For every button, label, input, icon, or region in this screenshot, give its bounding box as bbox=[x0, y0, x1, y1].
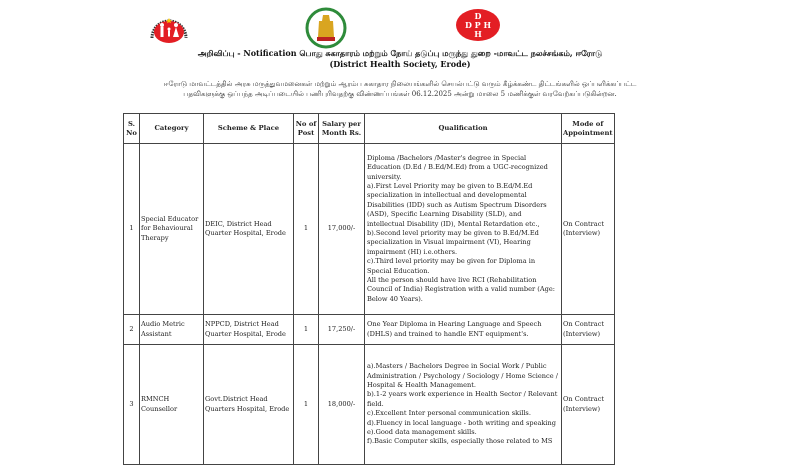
cell-sno: 2 bbox=[124, 315, 140, 345]
table-row bbox=[124, 345, 615, 465]
qualification-line: All the person should have live RCI (Rehabilitation Council of India) Registration with a valid number (Age: Below 40 Years). bbox=[367, 276, 555, 303]
header-category: Category bbox=[140, 114, 204, 144]
notice-subtitle: (District Health Society, Erode) bbox=[329, 59, 471, 69]
cell-posts: 1 bbox=[294, 144, 319, 315]
header-posts: No of Post bbox=[294, 114, 319, 144]
cell-salary: 17,000/- bbox=[319, 144, 365, 315]
cell-mode: On Contract (Interview) bbox=[562, 144, 615, 315]
svg-text:H: H bbox=[474, 29, 482, 39]
qualification-line: b).1-2 years work experience in Health Sector / Relevant field. bbox=[367, 390, 558, 408]
qualification-line: Diploma /Bachelors /Master's degree in Special Education (D.Ed / B.Ed/M.Ed) from a UGC-recognized university. bbox=[367, 153, 548, 181]
intro-line: ஈரோடு மாவட்டத்தில் அரசு மருத்துவமனைகள் மற்றும் ஆரம்ப சுகாதார நிலையங்களில் செயல்பட்டு வரும் கீழ்க்கண்ட திட்டங்களில் ஒப்பளிக்கப்பட்ட bbox=[163, 80, 637, 88]
qualification-line: One Year Diploma in Hearing Language and Speech (DHLS) and trained to handle ENT equipment's. bbox=[367, 320, 542, 338]
cell-category: Audio Metric Assistant bbox=[140, 315, 204, 345]
header-qualification: Qualification bbox=[365, 114, 562, 144]
qualification-line: a).First Level Priority may be given to B.Ed/M.Ed specialization in intellectual and developmental Disabilities (IDD) such as Autism Spectrum Disorders (ASD), Specific Learning Disability (SLD), and intellectual Disability (ID), Mental Retardation etc., bbox=[367, 181, 547, 228]
cell-mode: On Contract (Interview) bbox=[562, 315, 615, 345]
header-scheme: Scheme & Place bbox=[204, 114, 294, 144]
intro-line: பதவிகளுக்கு ஒப்பந்த அடிப்படையில் பணிபுரிவதற்கு விண்ணப்பங்கள் 06.12.2025 அன்று மாலை 5 மணிக்குள் வரவேற்கப்படுகின்றன. bbox=[183, 90, 617, 98]
cell-scheme: Govt.District Head Quarters Hospital, Erode bbox=[204, 345, 294, 465]
cell-category: RMNCH Counsellor bbox=[140, 345, 204, 465]
cell-salary: 17,250/- bbox=[319, 315, 365, 345]
cell-posts: 1 bbox=[294, 345, 319, 465]
tamil-nadu-emblem bbox=[305, 7, 347, 51]
header-salary: Salary per Month Rs. bbox=[319, 114, 365, 144]
cell-qualification bbox=[365, 144, 562, 315]
cell-qualification bbox=[365, 315, 562, 345]
svg-text:D P H: D P H bbox=[464, 20, 492, 30]
cell-sno: 3 bbox=[124, 345, 140, 465]
national-health-mission-logo bbox=[146, 8, 192, 46]
header-sno: S. No bbox=[124, 114, 140, 144]
svg-text:D: D bbox=[474, 11, 482, 21]
qualification-line: c).Excellent Inter personal communication skills. bbox=[367, 409, 531, 418]
qualification-line: c).Third level priority may be given for Diploma in Special Education. bbox=[367, 257, 536, 275]
qualification-line: f).Basic Computer skills, especially those related to MS bbox=[367, 437, 553, 446]
cell-scheme: NPPCD, District Head Quarter Hospital, Erode bbox=[204, 315, 294, 345]
qualification-line: a).Masters / Bachelors Degree in Social Work / Public Administration / Psychology / Sociology / Home Science / Hospital & Health Management. bbox=[367, 362, 558, 389]
qualification-line: e).Good data management skills. bbox=[367, 428, 477, 437]
cell-sno: 1 bbox=[124, 144, 140, 315]
table-row bbox=[124, 315, 615, 345]
cell-category: Special Educator for Behavioural Therapy bbox=[140, 144, 204, 315]
qualification-line: b).Second level priority may be given to B.Ed/M.Ed specialization in Visual impairment (VI), Hearing impairment (HI) i.e.others. bbox=[367, 229, 539, 256]
cell-salary: 18,000/- bbox=[319, 345, 365, 465]
notice-intro bbox=[150, 79, 650, 99]
cell-mode: On Contract (Interview) bbox=[562, 345, 615, 465]
cell-scheme: DEIC, District Head Quarter Hospital, Erode bbox=[204, 144, 294, 315]
table-header-row bbox=[124, 114, 615, 144]
notice-title: அறிவிப்பு - Notification பொது சுகாதாரம் மற்றும் நோய் தடுப்பு மருந்து துறை -மாவட்ட நலச்சங்கம், ஈரோடு bbox=[197, 48, 603, 58]
qualification-line: d).Fluency in local language - both writing and speaking bbox=[367, 418, 556, 427]
cell-qualification bbox=[365, 345, 562, 465]
table-row bbox=[124, 144, 615, 315]
vacancy-table bbox=[123, 113, 615, 465]
dph-logo bbox=[455, 8, 501, 42]
header-mode: Mode of Appointment bbox=[562, 114, 615, 144]
cell-posts: 1 bbox=[294, 315, 319, 345]
